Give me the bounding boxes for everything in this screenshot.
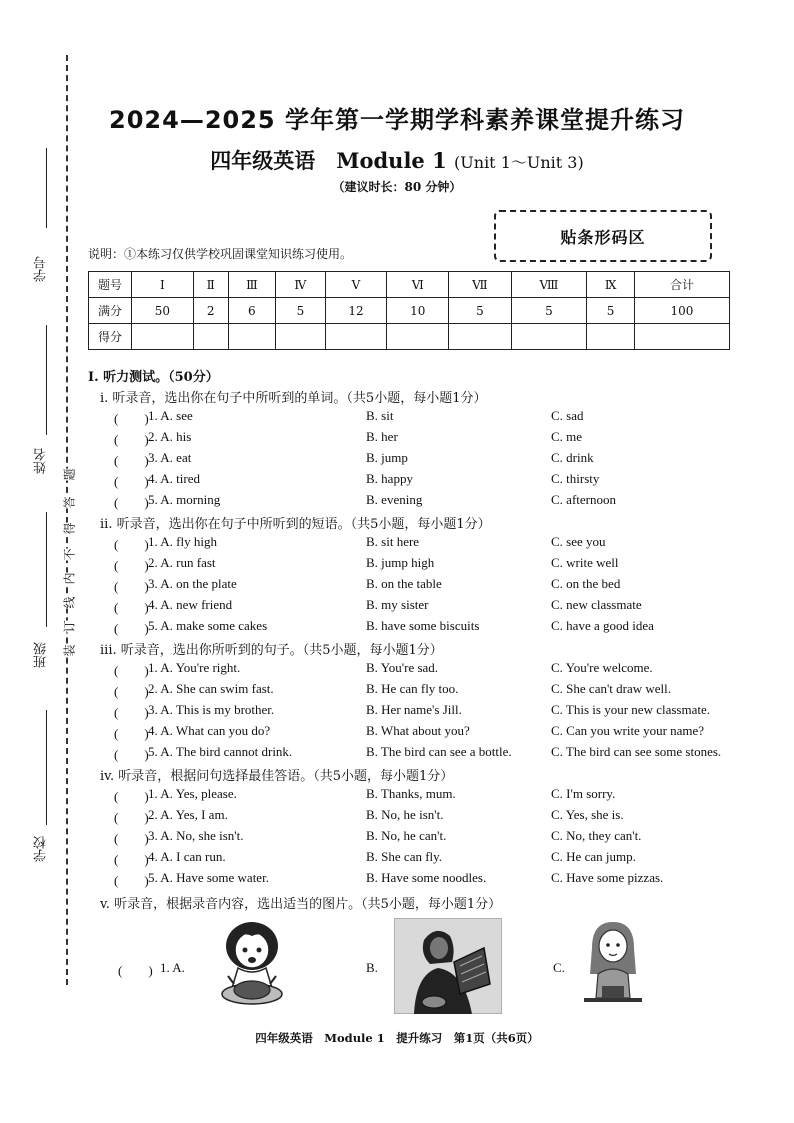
option-c[interactable]: C. see you	[551, 534, 606, 549]
table-cell: Ⅳ	[276, 272, 325, 298]
answer-paren[interactable]: ( )	[114, 684, 149, 699]
option-b[interactable]: B. He can fly too.	[366, 681, 459, 696]
question-row	[0, 555, 794, 575]
option-c[interactable]: C. I'm sorry.	[551, 786, 616, 801]
option-b[interactable]: B. evening	[366, 492, 423, 507]
option-b[interactable]: B. sit	[366, 408, 394, 423]
question-row	[0, 576, 794, 596]
table-cell: 10	[387, 298, 449, 324]
table-cell: 5	[276, 298, 325, 324]
table-cell: 5	[511, 298, 587, 324]
page-subtitle	[0, 145, 794, 175]
table-cell: 2	[193, 298, 228, 324]
option-b[interactable]: B. jump high	[366, 555, 435, 570]
student-id-label: 学号	[34, 256, 49, 282]
table-cell: Ⅸ	[587, 272, 635, 298]
section-title: Ⅰ. 听力测试。（50分）	[88, 370, 219, 385]
score-table	[88, 271, 730, 350]
answer-paren[interactable]: ( )	[114, 831, 149, 846]
option-b[interactable]: B. her	[366, 429, 398, 444]
score-table-row-header	[89, 272, 730, 298]
question-row	[0, 870, 794, 890]
option-a[interactable]: 4. A. I can run.	[148, 849, 226, 864]
seal-char: 题	[62, 468, 77, 481]
option-a[interactable]: 1. A. see	[148, 408, 193, 423]
option-a[interactable]: 5. A. The bird cannot drink.	[148, 744, 293, 759]
option-a[interactable]: 1. A. Yes, please.	[148, 786, 237, 801]
option-a[interactable]: 3. A. This is my brother.	[148, 702, 275, 717]
question-row	[0, 828, 794, 848]
option-c-label: C.	[553, 960, 565, 975]
option-b[interactable]: B. jump	[366, 450, 408, 465]
table-cell: Ⅴ	[325, 272, 387, 298]
answer-paren[interactable]: ( )	[114, 705, 149, 720]
seal-char: 不	[62, 548, 77, 561]
score-input-cell[interactable]	[193, 324, 228, 350]
table-cell: 5	[449, 298, 512, 324]
score-input-cell[interactable]	[587, 324, 635, 350]
part-title: v. 听录音，根据录音内容，选出适当的图片。（共5小题，每小题1分）	[100, 897, 502, 912]
answer-paren[interactable]: ( )	[114, 558, 149, 573]
option-a[interactable]: 5. A. morning	[148, 492, 221, 507]
option-c[interactable]: C. No, they can't.	[551, 828, 642, 843]
score-input-cell[interactable]	[387, 324, 449, 350]
score-input-cell[interactable]	[132, 324, 194, 350]
answer-paren[interactable]: ( )	[114, 789, 149, 804]
question-row	[0, 618, 794, 638]
answer-paren[interactable]: ( )	[114, 600, 149, 615]
option-a[interactable]: 4. A. What can you do?	[148, 723, 271, 738]
name-label: 姓名	[34, 448, 49, 474]
seal-char: 答	[62, 496, 77, 509]
score-input-cell[interactable]	[228, 324, 276, 350]
question-row	[0, 702, 794, 722]
option-b[interactable]: B. Thanks, mum.	[366, 786, 456, 801]
option-b[interactable]: B. You're sad.	[366, 660, 439, 675]
option-a[interactable]: 3. A. on the plate	[148, 576, 237, 591]
table-cell: 题号	[89, 272, 132, 298]
option-a[interactable]: 3. A. No, she isn't.	[148, 828, 244, 843]
option-c[interactable]: C. You're welcome.	[551, 660, 653, 675]
class-label: 班级	[34, 642, 49, 668]
question-row	[0, 492, 794, 512]
subtitle-units: (Unit 1～Unit 3)	[454, 153, 584, 172]
option-c[interactable]: C. He can jump.	[551, 849, 636, 864]
option-a[interactable]: 2. A. She can swim fast.	[148, 681, 274, 696]
part-title: i. 听录音，选出你在句子中所听到的单词。（共5小题，每小题1分）	[100, 391, 487, 406]
table-cell: Ⅶ	[449, 272, 512, 298]
answer-paren[interactable]: ( )	[114, 873, 149, 888]
option-b[interactable]: B. have some biscuits	[366, 618, 480, 633]
option-c[interactable]: C. me	[551, 429, 583, 444]
option-b[interactable]: B. What about you?	[366, 723, 470, 738]
score-input-cell[interactable]	[325, 324, 387, 350]
option-c[interactable]: C. afternoon	[551, 492, 616, 507]
option-a[interactable]: 4. A. tired	[148, 471, 200, 486]
answer-paren[interactable]: ( )	[114, 726, 149, 741]
woman-reading-picture[interactable]	[394, 918, 502, 1014]
answer-paren[interactable]: ( )	[114, 474, 149, 489]
option-a[interactable]: 2. A. Yes, I am.	[148, 807, 228, 822]
table-cell: 12	[325, 298, 387, 324]
option-c[interactable]: C. This is your new classmate.	[551, 702, 710, 717]
answer-paren[interactable]: ( )	[114, 411, 149, 426]
question-row	[0, 534, 794, 554]
option-b[interactable]: B. Her name's Jill.	[366, 702, 462, 717]
option-c[interactable]: C. She can't draw well.	[551, 681, 672, 696]
score-input-cell[interactable]	[511, 324, 587, 350]
table-cell: Ⅱ	[193, 272, 228, 298]
table-cell: 100	[634, 298, 729, 324]
option-b[interactable]: B. No, he can't.	[366, 828, 447, 843]
score-table-row-full	[89, 298, 730, 324]
question-row	[0, 681, 794, 701]
option-a[interactable]: 3. A. eat	[148, 450, 192, 465]
score-input-cell[interactable]	[276, 324, 325, 350]
question-row	[0, 408, 794, 428]
option-a[interactable]: 5. A. make some cakes	[148, 618, 268, 633]
option-c[interactable]: C. on the bed	[551, 576, 621, 591]
option-b[interactable]: B. No, he isn't.	[366, 807, 444, 822]
question-row	[0, 849, 794, 869]
page-footer: 四年级英语 Module 1 提升练习 第1页（共6页）	[255, 1031, 539, 1045]
table-cell: 50	[132, 298, 194, 324]
page-title: 2024—2025 学年第一学期学科素养课堂提升练习	[109, 106, 685, 134]
table-cell: 得分	[89, 324, 132, 350]
option-c[interactable]: C. Yes, she is.	[551, 807, 624, 822]
barcode-area: 贴条形码区	[494, 210, 712, 262]
table-cell: 6	[228, 298, 276, 324]
option-b[interactable]: B. She can fly.	[366, 849, 443, 864]
question-label: 1. A.	[160, 960, 185, 975]
question-row	[0, 807, 794, 827]
question-row	[0, 429, 794, 449]
girl-eating-picture[interactable]	[212, 918, 292, 1010]
answer-paren[interactable]: ( )	[114, 537, 149, 552]
table-cell: 满分	[89, 298, 132, 324]
option-b[interactable]: B. Have some noodles.	[366, 870, 487, 885]
table-cell: 5	[587, 298, 635, 324]
girl-cake-picture[interactable]	[582, 918, 644, 1012]
seal-char: 订	[62, 620, 77, 633]
option-c[interactable]: C. have a good idea	[551, 618, 654, 633]
table-cell: Ⅲ	[228, 272, 276, 298]
seal-char: 内	[62, 572, 77, 585]
question-row	[0, 597, 794, 617]
option-a[interactable]: 2. A. run fast	[148, 555, 216, 570]
answer-paren[interactable]: ( )	[114, 810, 149, 825]
option-a[interactable]: 1. A. fly high	[148, 534, 217, 549]
option-a[interactable]: 1. A. You're right.	[148, 660, 241, 675]
answer-paren[interactable]: ( )	[114, 621, 149, 636]
score-input-cell[interactable]	[449, 324, 512, 350]
option-a[interactable]: 5. A. Have some water.	[148, 870, 269, 885]
question-row	[0, 660, 794, 680]
part-title: iv. 听录音，根据问句选择最佳答语。（共5小题，每小题1分）	[100, 769, 454, 784]
option-c[interactable]: C. sad	[551, 408, 584, 423]
score-input-cell[interactable]	[634, 324, 729, 350]
table-cell: Ⅷ	[511, 272, 587, 298]
part-title: iii. 听录音，选出你所听到的句子。（共5小题，每小题1分）	[100, 643, 443, 658]
answer-paren[interactable]: ( )	[118, 963, 153, 978]
seal-char: 得	[62, 522, 77, 535]
option-a[interactable]: 4. A. new friend	[148, 597, 233, 612]
question-row	[0, 723, 794, 743]
score-table-row-score	[89, 324, 730, 350]
question-row	[0, 450, 794, 470]
time-note: （建议时长：80 分钟）	[332, 180, 462, 194]
part-title: ii. 听录音，选出你在句子中所听到的短语。（共5小题，每小题1分）	[100, 517, 491, 532]
answer-paren[interactable]: ( )	[114, 495, 149, 510]
option-b[interactable]: B. happy	[366, 471, 413, 486]
option-c[interactable]: C. The bird can see some stones.	[551, 744, 722, 759]
option-b[interactable]: B. sit here	[366, 534, 420, 549]
option-b[interactable]: B. my sister	[366, 597, 429, 612]
option-c[interactable]: C. write well	[551, 555, 619, 570]
answer-paren[interactable]: ( )	[114, 663, 149, 678]
option-a[interactable]: 2. A. his	[148, 429, 192, 444]
option-b[interactable]: B. on the table	[366, 576, 442, 591]
option-c[interactable]: C. Have some pizzas.	[551, 870, 664, 885]
question-row	[0, 468, 794, 491]
answer-paren[interactable]: ( )	[114, 432, 149, 447]
table-cell: 合计	[634, 272, 729, 298]
option-c[interactable]: C. thirsty	[551, 471, 600, 486]
instructions-note: 说明：①本练习仅供学校巩固课堂知识练习使用。	[88, 247, 353, 261]
option-c[interactable]: C. Can you write your name?	[551, 723, 705, 738]
answer-paren[interactable]: ( )	[114, 579, 149, 594]
school-label: 学校	[34, 836, 49, 862]
table-cell: Ⅵ	[387, 272, 449, 298]
seal-char: 线	[62, 596, 77, 609]
answer-paren[interactable]: ( )	[114, 852, 149, 867]
question-row	[0, 744, 794, 764]
option-c[interactable]: C. new classmate	[551, 597, 642, 612]
option-b[interactable]: B. The bird can see a bottle.	[366, 744, 512, 759]
answer-paren[interactable]: ( )	[114, 453, 149, 468]
option-c[interactable]: C. drink	[551, 450, 594, 465]
table-cell: Ⅰ	[132, 272, 194, 298]
seal-char: 装	[62, 644, 77, 657]
subtitle-main: 四年级英语 Module 1	[210, 148, 447, 173]
option-b-label: B.	[366, 960, 378, 975]
question-row	[0, 786, 794, 806]
answer-paren[interactable]: ( )	[114, 747, 149, 762]
